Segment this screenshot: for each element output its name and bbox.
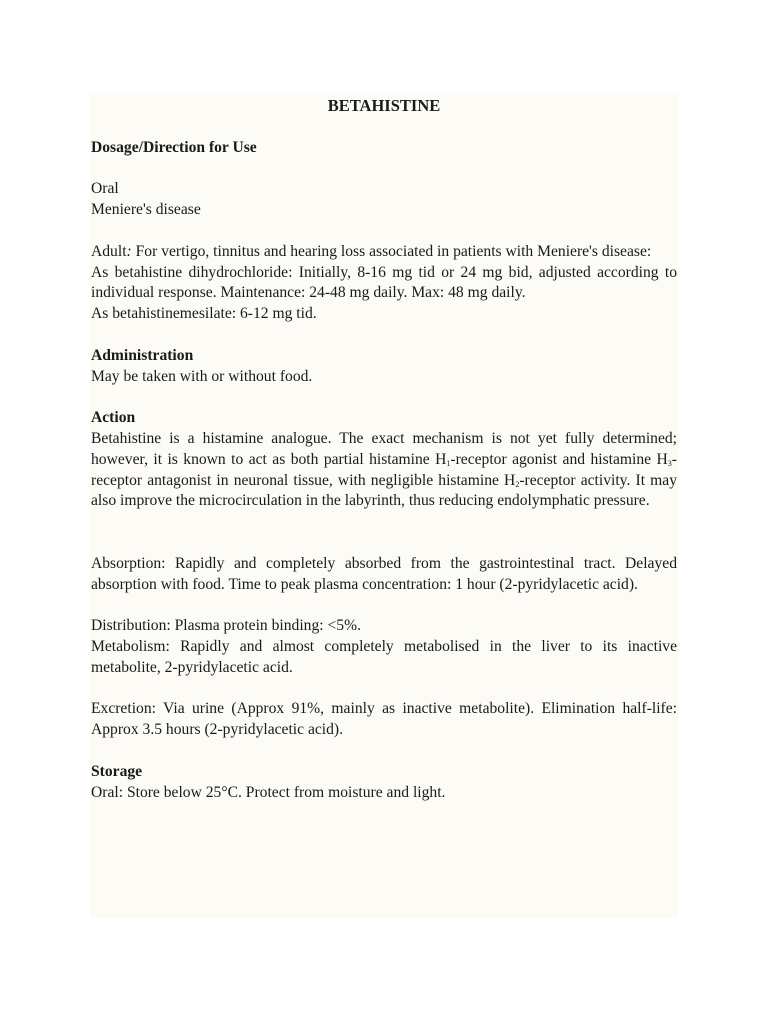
- dosage-heading: Dosage/Direction for Use: [91, 138, 257, 156]
- action-text-part-1: Betahistine is a histamine analogue. The exact mechanism is not yet fully determined; however, it is known to act as both partial histamine H: [91, 429, 677, 468]
- document-title: BETAHISTINE: [327, 96, 441, 115]
- adult-colon: :: [126, 242, 132, 260]
- absorption-text: Absorption: Rapidly and completely absorbed from the gastrointestinal tract. Delayed absorption with food. Time to peak plasma concentration: 1 hour (2-pyridylacetic acid).: [91, 554, 677, 593]
- document-content: [91, 96, 677, 803]
- administration-heading: Administration: [91, 346, 194, 364]
- adult-label: Adult: [91, 242, 127, 260]
- storage-text: Oral: Store below 25°C. Protect from moisture and light.: [91, 783, 446, 801]
- dosage-adult: [91, 242, 677, 263]
- dosage-indication: Meniere's disease: [91, 201, 201, 219]
- dosage-mesilate: As betahistinemesilate: 6-12 mg tid.: [91, 305, 317, 323]
- storage-heading: Storage: [91, 762, 143, 780]
- dosage-route: Oral: [91, 180, 119, 198]
- adult-text: For vertigo, tinnitus and hearing loss associated in patients with Meniere's disease:: [131, 242, 652, 260]
- administration-text: May be taken with or without food.: [91, 367, 313, 385]
- action-text-part-3: -receptor antagonist in neuronal tissue, with negligible histamine H: [91, 450, 677, 489]
- distribution-text: Distribution: Plasma protein binding: <5%.: [91, 617, 361, 635]
- action-sub-2: 3: [667, 458, 672, 468]
- metabolism-text: Metabolism: Rapidly and almost completely metabolised in the liver to its inactive metabolite, 2-pyridylacetic acid.: [91, 637, 677, 676]
- action-heading: Action: [91, 409, 136, 427]
- excretion-text: Excretion: Via urine (Approx 91%, mainly as inactive metabolite). Elimination half-life: Approx 3.5 hours (2-pyridylacetic acid).: [91, 700, 677, 739]
- dosage-dihydrochloride: As betahistine dihydrochloride: Initially, 8-16 mg tid or 24 mg bid, adjusted according to individual response. Maintenance: 24-48 mg daily. Max: 48 mg daily.: [91, 263, 677, 302]
- action-text-part-4: -receptor activity. It may also improve the microcirculation in the labyrinth, thus reducing endolymphatic pressure.: [91, 471, 677, 510]
- action-text-part-2: -receptor agonist and histamine H: [450, 450, 668, 468]
- action-text: [91, 429, 677, 512]
- action-sub-3: 2: [515, 479, 520, 489]
- action-sub-1: 1: [446, 458, 451, 468]
